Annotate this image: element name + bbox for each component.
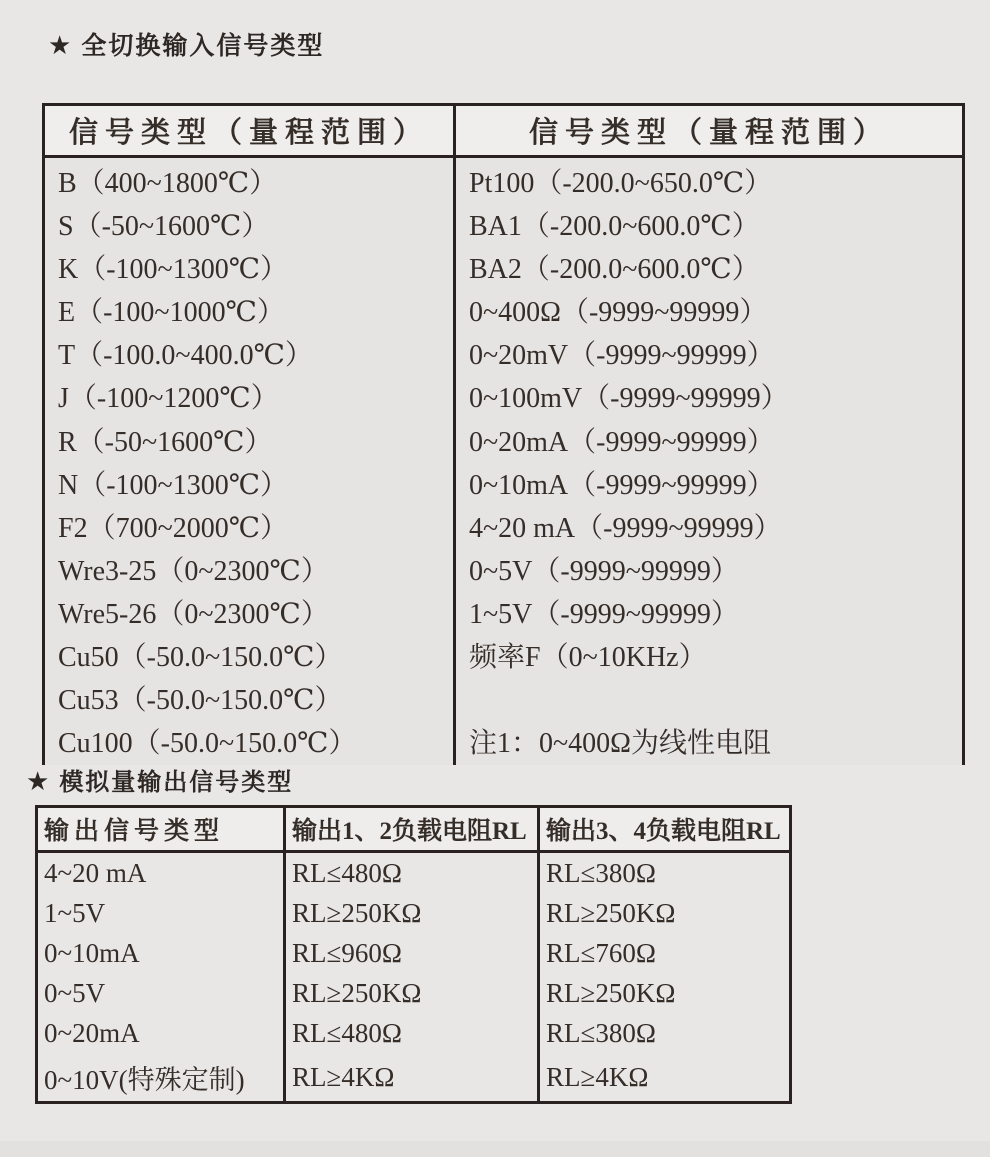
signal-range-line: J（-100~1200℃） [58, 383, 279, 415]
output-table-header-type: 输出信号类型 [38, 808, 286, 853]
table-cell: RL≤960Ω [286, 933, 540, 973]
signal-range-line: 0~100mV（-9999~99999） [469, 383, 789, 415]
table-cell: RL≥250KΩ [286, 973, 540, 1013]
signal-range-line: N（-100~1300℃） [58, 469, 289, 501]
signal-range-line: S（-50~1600℃） [58, 211, 270, 243]
input-table-header-right: 信号类型（量程范围） [456, 106, 962, 158]
input-table-body [45, 158, 962, 765]
output-table-body [38, 853, 789, 1101]
table-cell: RL≤380Ω [546, 1017, 656, 1048]
output-table-header-rl34: 输出3、4负载电阻RL [540, 808, 789, 853]
input-table-header-row [45, 106, 962, 158]
signal-range-line: 0~20mA（-9999~99999） [469, 426, 775, 458]
table-row [38, 853, 789, 893]
signal-range-line: 0~400Ω（-9999~99999） [469, 297, 768, 329]
input-table-left-cell [45, 158, 456, 765]
table-cell: RL≥4KΩ [286, 1053, 540, 1101]
signal-range-line: F2（700~2000℃） [58, 512, 289, 544]
table-cell: 0~10V(特殊定制) [38, 1053, 286, 1101]
table-cell: RL≤480Ω [286, 1013, 540, 1053]
table-row [38, 933, 789, 973]
signal-range-line: B（400~1800℃） [58, 168, 278, 199]
signal-range-line: Cu50（-50.0~150.0℃） [58, 642, 343, 674]
signal-range-line: K（-100~1300℃） [58, 254, 289, 286]
signal-range-line: 0~20mV（-9999~99999） [469, 340, 775, 372]
table-row [38, 1013, 789, 1053]
table-cell: 0~10mA [38, 933, 286, 973]
table-cell: RL≥4KΩ [546, 1061, 649, 1092]
table-cell: 0~5V [38, 973, 286, 1013]
section2-title [26, 762, 293, 797]
signal-range-line: Cu53（-50.0~150.0℃） [58, 685, 343, 717]
section1-title [48, 26, 324, 62]
table-cell: RL≥250KΩ [546, 897, 676, 928]
output-signal-table [35, 805, 792, 1104]
output-table-header-rl12: 输出1、2负载电阻RL [286, 808, 540, 853]
signal-range-line: R（-50~1600℃） [58, 426, 273, 458]
table-cell: RL≥250KΩ [546, 977, 676, 1008]
star-icon: ★ [48, 30, 72, 60]
table-cell: 0~20mA [38, 1013, 286, 1053]
section1-title-text: 全切换输入信号类型 [81, 32, 325, 60]
signal-range-line: Wre3-25（0~2300℃） [58, 555, 329, 587]
note-line: 注1：0~400Ω为线性电阻 [469, 728, 771, 760]
signal-range-line: Cu100（-50.0~150.0℃） [58, 728, 357, 760]
table-cell: RL≤760Ω [546, 937, 656, 968]
signal-range-line: BA1（-200.0~600.0℃） [469, 211, 760, 243]
signal-range-line: Pt100（-200.0~650.0℃） [469, 168, 773, 199]
signal-range-line: 4~20 mA（-9999~99999） [469, 512, 782, 544]
signal-range-line: Wre5-26（0~2300℃） [58, 598, 329, 630]
signal-range-line: BA2（-200.0~600.0℃） [469, 254, 760, 286]
output-table-header-row [38, 808, 789, 853]
input-table-header-left: 信号类型（量程范围） [45, 106, 456, 158]
table-row [38, 973, 789, 1013]
table-cell: 4~20 mA [38, 853, 286, 893]
signal-range-line: 0~5V（-9999~99999） [469, 555, 739, 587]
signal-range-line: E（-100~1000℃） [58, 297, 285, 329]
input-table-right-cell [456, 158, 962, 765]
table-cell: RL≤380Ω [546, 857, 656, 888]
signal-range-line: 1~5V（-9999~99999） [469, 598, 739, 630]
blank-line [469, 679, 962, 722]
input-signal-table [42, 103, 965, 765]
signal-range-line: 频率F（0~10KHz） [469, 642, 707, 674]
table-cell: RL≤480Ω [286, 853, 540, 893]
table-row [38, 893, 789, 933]
signal-range-line: 0~10mA（-9999~99999） [469, 469, 775, 501]
signal-range-line: T（-100.0~400.0℃） [58, 340, 313, 372]
page-bottom-shade [0, 1141, 990, 1157]
table-cell: RL≥250KΩ [286, 893, 540, 933]
table-row [38, 1053, 789, 1101]
table-cell: 1~5V [38, 893, 286, 933]
star-icon: ★ [26, 766, 50, 796]
section2-title-text: 模拟量输出信号类型 [59, 769, 294, 796]
